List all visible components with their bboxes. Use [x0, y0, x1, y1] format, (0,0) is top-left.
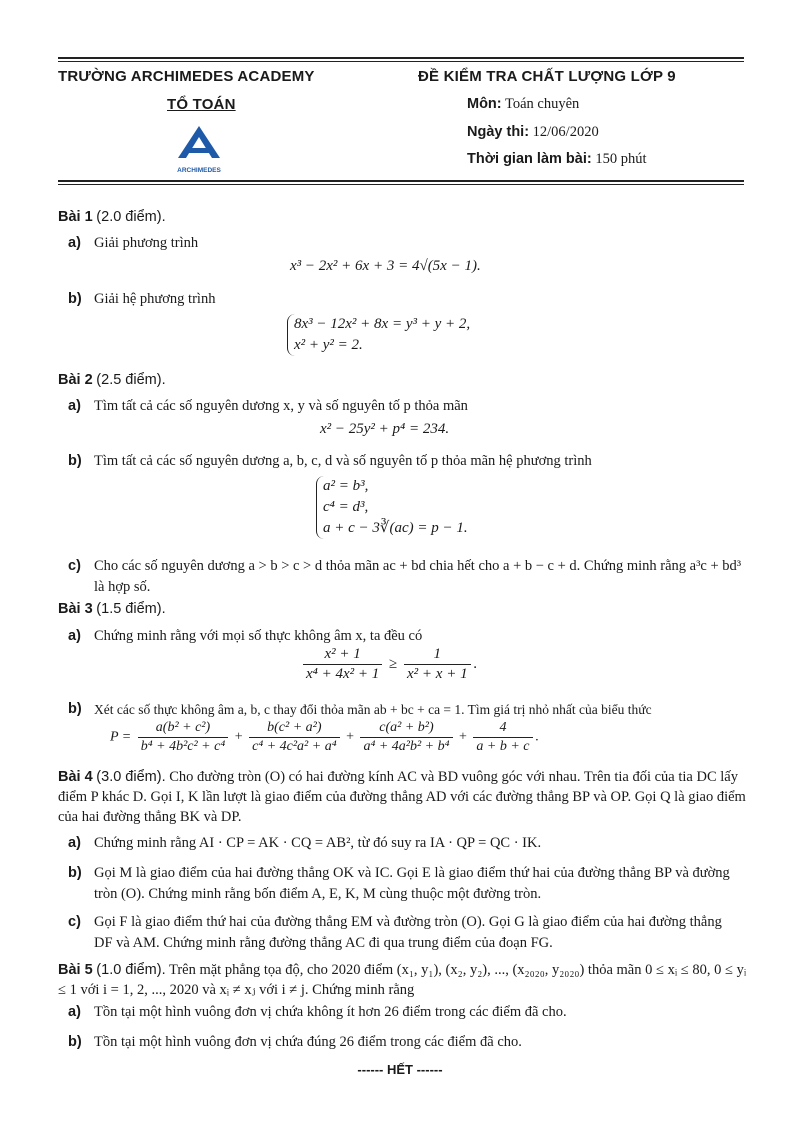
date-line: Ngày thi: 12/06/2020 [467, 124, 599, 140]
bai5-intro: Bài 5 (1.0 điểm). Trên mặt phẳng tọa độ, cho 2020 điểm (x₁, y₁), (x₂, y₂), ..., (x₂₀₂₀, y₂₀₂₀) thỏa mãn 0 ≤ xᵢ ≤ 80, 0 ≤ yᵢ ≤ 1 với i = 1, 2, ..., 2020 và xᵢ ≠ xⱼ với i ≠ j. Chứng minh rằng [58, 962, 747, 998]
bai4-c: c) Gọi F là giao điểm thứ hai của đường thẳng EM và đường tròn (O). Gọi G là giao điểm của hai đường thẳng DF và AM. Chứng minh rằng đường thẳng AC đi qua trung điểm của đoạn FG. [68, 914, 722, 951]
header-bottom-rule [58, 180, 744, 182]
bai1-a-equation: x³ − 2x² + 6x + 3 = 4√(5x − 1). [290, 258, 481, 274]
school-name: TRƯỜNG ARCHIMEDES ACADEMY [58, 68, 315, 85]
header-bottom-rule-inner [58, 184, 744, 185]
bai2-c: c) Cho các số nguyên dương a > b > c > d thỏa mãn ac + bd chia hết cho a + b − c + d. Chứng minh rằng a³c + bd³ là hợp số. [68, 558, 742, 595]
top-rule [58, 57, 744, 59]
bai1-heading: Bài 1 (2.0 điểm). [58, 209, 166, 225]
bai1-b-system: 8x³ − 12x² + 8x = y³ + y + 2, x² + y² = 2. [287, 314, 470, 356]
bai2-b: b) Tìm tất cả các số nguyên dương a, b, c, d và số nguyên tố p thỏa mãn hệ phương trình [68, 453, 592, 469]
subject-line: Môn: Toán chuyên [467, 96, 580, 112]
bai4-a: a) Chứng minh rằng AI · CP = AK · CQ = AB², từ đó suy ra IA · QP = QC · IK. [68, 835, 542, 851]
bai2-a-equation: x² − 25y² + p⁴ = 234. [320, 421, 450, 437]
end-marker: ------ HẾT ------ [357, 1062, 443, 1077]
bai2-a: a) Tìm tất cả các số nguyên dương x, y và số nguyên tố p thỏa mãn [68, 398, 468, 414]
archimedes-logo [168, 124, 230, 174]
bai5-a: a) Tồn tại một hình vuông đơn vị chứa không ít hơn 26 điểm trong các điểm đã cho. [68, 1004, 567, 1020]
department: TỔ TOÁN [167, 96, 236, 113]
logo-a-icon [168, 124, 230, 164]
bai2-heading: Bài 2 (2.5 điểm). [58, 372, 166, 388]
bai5-b: b) Tồn tại một hình vuông đơn vị chứa đúng 26 điểm trong các điểm đã cho. [68, 1034, 522, 1050]
bai1-a: a) Giải phương trình [68, 235, 199, 251]
top-rule-inner [58, 61, 744, 62]
exam-title: ĐỀ KIỂM TRA CHẤT LƯỢNG LỚP 9 [418, 68, 676, 85]
bai3-heading: Bài 3 (1.5 điểm). [58, 601, 166, 617]
bai3-b: b) Xét các số thực không âm a, b, c thay đổi thỏa mãn ab + bc + ca = 1. Tìm giá trị nhỏ nhất của biểu thức [68, 701, 652, 717]
bai3-p-expression: P = $\frac{\text{a(b² + c²)}}{\text{b⁴ + 4b²c² + c⁴}}$ + $\frac{\text{b(c² + a²)}}{\text{c⁴ + 4c²a² + a⁴}}$ + $\frac{\text{c(a² + b²)}}{\text{a⁴ + 4a²b² + b⁴}}$ + $\frac{4}{a + b + c}$ . [110, 720, 540, 754]
time-line: Thời gian làm bài: 150 phút [467, 151, 647, 167]
bai2-b-system: a² = b³, c⁴ = d³, a + c − 3∛(ac) = p − 1. [316, 476, 468, 539]
bai4-b: b) Gọi M là giao điểm của hai đường thẳng OK và IC. Gọi E là giao điểm thứ hai của đường thẳng BP và đường tròn (O). Chứng minh rằng bốn điểm A, E, K, M cùng thuộc một đường tròn. [68, 865, 730, 902]
bai3-a-inequality: $\frac{\text{x² + 1}}{\text{x⁴ + 4x² + 1}}$ ≥ $\frac{1}{\text{x² + x + 1}}$ . [300, 646, 477, 683]
logo-text: ARCHIMEDES [177, 167, 221, 174]
bai3-a: a) Chứng minh rằng với mọi số thực không âm x, ta đều có [68, 628, 423, 644]
bai1-b: b) Giải hệ phương trình [68, 291, 216, 307]
bai4-intro: Bài 4 (3.0 điểm). Cho đường tròn (O) có hai đường kính AC và BD vuông góc với nhau. Trên tia đối của tia DC lấy điểm P khác D. Gọi I, K lần lượt là giao điểm của đường thẳng AD với các đường thẳng BP và OP. Gọi Q là giao điểm của hai đường thẳng BK và DP. [58, 769, 746, 825]
